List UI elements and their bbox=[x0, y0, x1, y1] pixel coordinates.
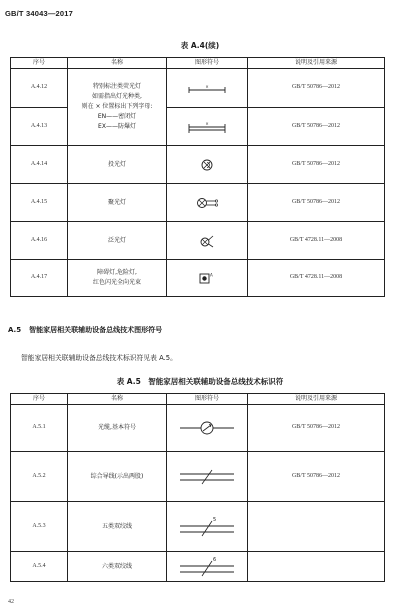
table-a4 bbox=[10, 57, 385, 297]
symbol-cell bbox=[167, 552, 248, 582]
symbol-cell bbox=[167, 222, 248, 260]
spotlight-icon bbox=[195, 196, 219, 210]
row-number: A.5.2 bbox=[11, 452, 68, 502]
row-number: A.4.12 bbox=[11, 69, 68, 108]
row-number: A.4.14 bbox=[11, 146, 68, 184]
name-cell: 综合导线(示出两股) bbox=[68, 452, 167, 502]
name-cell: 光缆,基本符号 bbox=[68, 405, 167, 452]
name-line: EX——防爆灯 bbox=[98, 123, 136, 130]
section-title: 智能家居相关联辅助设备总线技术图形符号 bbox=[29, 326, 163, 334]
floodlight-wide-icon bbox=[198, 233, 216, 249]
standard-number: GB/T 34043—2017 bbox=[5, 9, 74, 18]
body-paragraph: 智能家居相关联辅助设备总线技术标识符见表 A.5。 bbox=[21, 354, 177, 362]
row-number: A.4.15 bbox=[11, 184, 68, 222]
name-cell: 泛光灯 bbox=[68, 222, 167, 260]
table-a5-title: 表 A.5 智能家居相关联辅助设备总线技术标识符 bbox=[116, 377, 284, 386]
symbol-cell bbox=[167, 69, 248, 108]
symbol-cell bbox=[167, 146, 248, 184]
name-line: 则在 × 位置标出下列字母: bbox=[81, 103, 153, 110]
table-row bbox=[11, 184, 385, 222]
table-row bbox=[11, 502, 385, 552]
source-cell: GB/T 50786—2012 bbox=[248, 108, 385, 146]
source-cell: GB/T 50786—2012 bbox=[248, 405, 385, 452]
section-number: A.5 bbox=[8, 326, 22, 334]
row-number: A.5.3 bbox=[11, 502, 68, 552]
table-a5 bbox=[10, 393, 385, 582]
symbol-cell bbox=[167, 108, 248, 146]
row-number: A.4.17 bbox=[11, 260, 68, 297]
name-cell: 五类双绞线 bbox=[68, 502, 167, 552]
column-header-no: 序号 bbox=[11, 394, 68, 405]
symbol-cell bbox=[167, 452, 248, 502]
symbol-cell bbox=[167, 184, 248, 222]
name-line: 红色闪光全向光束 bbox=[92, 279, 141, 286]
table-row bbox=[11, 552, 385, 582]
fluorescent-lamp-x-icon bbox=[187, 82, 227, 94]
cat5-twisted-pair-icon bbox=[178, 515, 236, 539]
floodlight-projector-icon bbox=[199, 157, 215, 173]
fluorescent-lamp-double-x-icon bbox=[187, 120, 227, 134]
source-cell: GB/T 50786—2012 bbox=[248, 184, 385, 222]
column-header-source: 说明及引用来源 bbox=[248, 58, 385, 69]
name-line: 特别标注类荧光灯 bbox=[92, 83, 141, 90]
cat6-twisted-pair-icon bbox=[178, 555, 236, 579]
row-number: A.5.1 bbox=[11, 405, 68, 452]
table-row bbox=[11, 69, 385, 108]
cat6-symbol-label: 6 bbox=[213, 556, 217, 563]
table-a5-header-row bbox=[11, 394, 385, 405]
source-cell: GB/T 50786—2012 bbox=[248, 69, 385, 108]
source-cell: GB/T 50786—2012 bbox=[248, 452, 385, 502]
name-cell bbox=[68, 260, 167, 297]
page-number: 42 bbox=[8, 599, 14, 605]
table-row bbox=[11, 222, 385, 260]
column-header-source: 说明及引用来源 bbox=[248, 394, 385, 405]
source-cell: GB/T 4728.11—2008 bbox=[248, 222, 385, 260]
column-header-symbol: 图形符号 bbox=[167, 394, 248, 405]
symbol-cell bbox=[167, 405, 248, 452]
name-line: 如需指出灯光种类, bbox=[92, 93, 142, 100]
source-cell: GB/T 4728.11—2008 bbox=[248, 260, 385, 297]
column-header-name: 名称 bbox=[68, 58, 167, 69]
column-header-no: 序号 bbox=[11, 58, 68, 69]
column-header-symbol: 图形符号 bbox=[167, 58, 248, 69]
table-a4-title: 表 A.4(续) bbox=[180, 41, 220, 50]
symbol-cell bbox=[167, 260, 248, 297]
two-wire-conductor-icon bbox=[178, 467, 236, 487]
column-header-name: 名称 bbox=[68, 394, 167, 405]
optical-fiber-cable-icon bbox=[178, 420, 236, 436]
source-cell bbox=[248, 552, 385, 582]
cat5-symbol-label: 5 bbox=[213, 516, 217, 523]
svg-text:×: × bbox=[205, 84, 209, 89]
table-row bbox=[11, 452, 385, 502]
symbol-cell bbox=[167, 502, 248, 552]
row-number: A.4.13 bbox=[11, 108, 68, 146]
name-cell: 六类双绞线 bbox=[68, 552, 167, 582]
table-row bbox=[11, 405, 385, 452]
section-heading bbox=[8, 325, 162, 335]
obstruction-light-icon bbox=[198, 271, 216, 285]
source-cell: GB/T 50786—2012 bbox=[248, 146, 385, 184]
svg-text:A: A bbox=[210, 272, 213, 278]
merged-name-cell bbox=[68, 69, 167, 146]
row-number: A.4.16 bbox=[11, 222, 68, 260]
table-row bbox=[11, 146, 385, 184]
table-a4-header-row bbox=[11, 58, 385, 69]
table-row bbox=[11, 108, 385, 146]
name-line: EN——密闭灯 bbox=[97, 113, 137, 120]
row-number: A.5.4 bbox=[11, 552, 68, 582]
source-cell bbox=[248, 502, 385, 552]
table-row bbox=[11, 260, 385, 297]
name-cell: 聚光灯 bbox=[68, 184, 167, 222]
name-line: 障碍灯,危险灯, bbox=[97, 269, 137, 276]
name-cell: 投光灯 bbox=[68, 146, 167, 184]
svg-text:×: × bbox=[205, 120, 209, 126]
